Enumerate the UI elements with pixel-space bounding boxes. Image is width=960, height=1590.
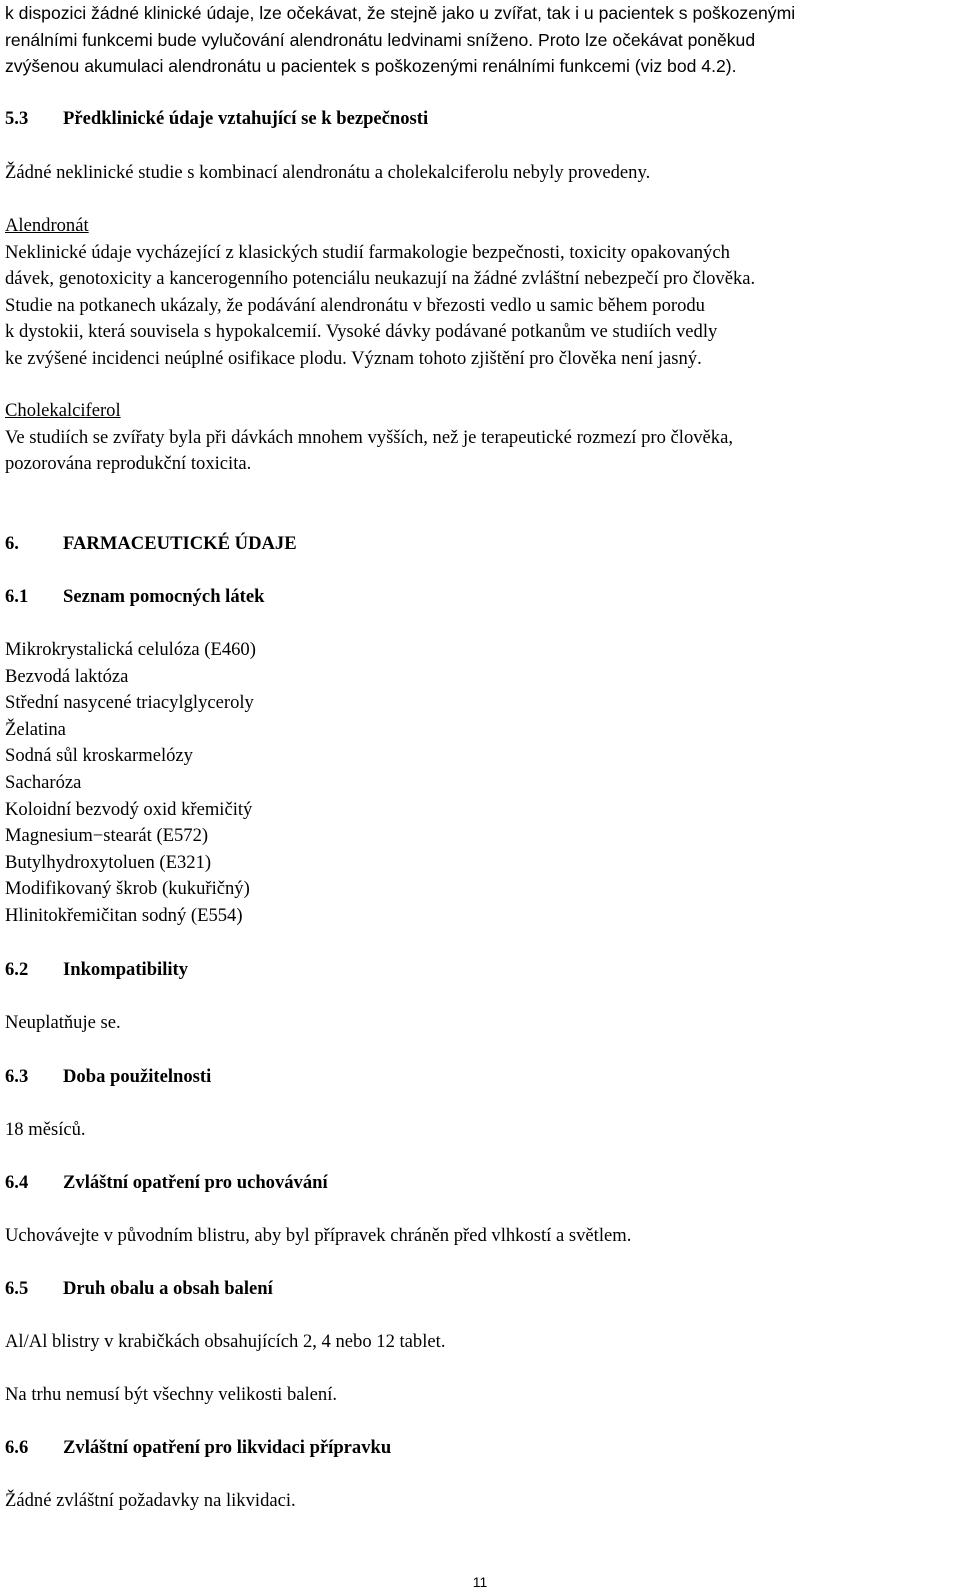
alendronat-block [5, 213, 945, 373]
paragraph-text: Na trhu nemusí být všechny velikosti balení. [5, 1384, 338, 1405]
paragraph-line: Ve studiích se zvířaty byla při dávkách mnohem vyšších, než je terapeutické rozmezí pro člověka, [5, 426, 733, 448]
list-item: Butylhydroxytoluen (E321) [5, 851, 212, 873]
paragraph-text: Uchovávejte v původním blistru, aby byl přípravek chráněn před vlhkostí a světlem. [5, 1225, 632, 1246]
section-heading-6-1 [5, 584, 945, 611]
section-number: 6.5 [5, 1278, 29, 1299]
paragraph-text: 18 měsíců. [5, 1119, 86, 1140]
paragraph-text: Al/Al blistry v krabičkách obsahujících 2, 4 nebo 12 tablet. [5, 1331, 446, 1352]
list-item: Střední nasycené triacylglyceroly [5, 692, 254, 714]
section-title: Inkompatibility [63, 959, 189, 980]
nonclinical-paragraph [5, 160, 945, 187]
excipient-list [5, 637, 945, 930]
list-item: Sodná sůl kroskarmelózy [5, 745, 193, 767]
paragraph-text: Žádné zvláštní požadavky na likvidaci. [5, 1490, 296, 1511]
section-text-6-5-note [5, 1382, 945, 1409]
list-item: Mikrokrystalická celulóza (E460) [5, 639, 256, 660]
paragraph-text: Neuplatňuje se. [5, 1012, 121, 1033]
section-title: FARMACEUTICKÉ ÚDAJE [63, 533, 297, 554]
section-text-6-6 [5, 1488, 945, 1515]
list-item: Hlinitokřemičitan sodný (E554) [5, 904, 243, 926]
section-title: Zvláštní opatření pro uchovávání [63, 1172, 328, 1193]
section-text-6-4 [5, 1223, 945, 1250]
section-text-6-2 [5, 1010, 945, 1037]
section-number: 6.3 [5, 1066, 29, 1087]
page-number: 11 [472, 1574, 488, 1590]
subheading-alendronat: Alendronát [5, 215, 89, 236]
section-number: 6.6 [5, 1437, 29, 1458]
paragraph-line: dávek, genotoxicity a kancerogenního potenciálu neukazují na žádné zvláštní nebezpečí pro člověka. [5, 268, 756, 290]
section-heading-6-2 [5, 957, 945, 984]
paragraph-line: ke zvýšené incidenci neúplné osifikace plodu. Význam tohoto zjištění pro člověka není jasný. [5, 347, 702, 369]
section-title: Druh obalu a obsah balení [63, 1278, 273, 1299]
section-number: 6. [5, 533, 19, 554]
section-text-6-5 [5, 1329, 945, 1356]
intro-line: renálními funkcemi bude vylučování alendronátu ledvinami sníženo. Proto lze očekávat poněkud [5, 29, 756, 50]
section-number: 5.3 [5, 108, 29, 129]
section-number: 6.4 [5, 1172, 29, 1193]
paragraph-line: Studie na potkanech ukázaly, že podávání alendronátu v březosti vedlo u samic během porodu [5, 294, 705, 316]
section-heading-6-6 [5, 1435, 945, 1462]
intro-paragraph [5, 0, 945, 80]
section-heading-6-3 [5, 1064, 945, 1091]
section-title: Předklinické údaje vztahující se k bezpečnosti [63, 108, 429, 129]
section-number: 6.2 [5, 959, 29, 980]
section-text-6-3 [5, 1117, 945, 1144]
list-item: Modifikovaný škrob (kukuřičný) [5, 878, 250, 900]
section-heading-5-3 [5, 106, 945, 133]
section-title: Seznam pomocných látek [63, 586, 265, 607]
list-item: Sacharóza [5, 771, 82, 793]
intro-line: k dispozici žádné klinické údaje, lze očekávat, že stejně jako u zvířat, tak i u pacientek s poškozenými [5, 3, 796, 23]
list-item: Magnesium−stearát (E572) [5, 825, 209, 847]
list-item: Koloidní bezvodý oxid křemičitý [5, 798, 253, 820]
paragraph-line: k dystokii, která souvisela s hypokalcemií. Vysoké dávky podávané potkanům ve studiích vedly [5, 321, 718, 343]
section-heading-6 [5, 531, 945, 558]
paragraph-line: pozorována reprodukční toxicita. [5, 453, 252, 475]
paragraph-text: Žádné neklinické studie s kombinací alendronátu a cholekalciferolu nebyly provedeny. [5, 162, 651, 183]
paragraph-line: Neklinické údaje vycházející z klasických studií farmakologie bezpečnosti, toxicity opakovaných [5, 241, 730, 263]
section-number: 6.1 [5, 586, 29, 607]
subheading-cholekalciferol: Cholekalciferol [5, 400, 121, 421]
list-item: Želatina [5, 718, 66, 740]
section-title: Zvláštní opatření pro likvidaci přípravku [63, 1437, 392, 1458]
section-title: Doba použitelnosti [63, 1066, 212, 1087]
section-heading-6-5 [5, 1276, 945, 1303]
intro-line: zvýšenou akumulaci alendronátu u pacientek s poškozenými renálními funkcemi (viz bod 4.2). [5, 56, 737, 77]
section-heading-6-4 [5, 1170, 945, 1197]
cholekalciferol-block [5, 398, 945, 478]
list-item: Bezvodá laktóza [5, 665, 129, 687]
